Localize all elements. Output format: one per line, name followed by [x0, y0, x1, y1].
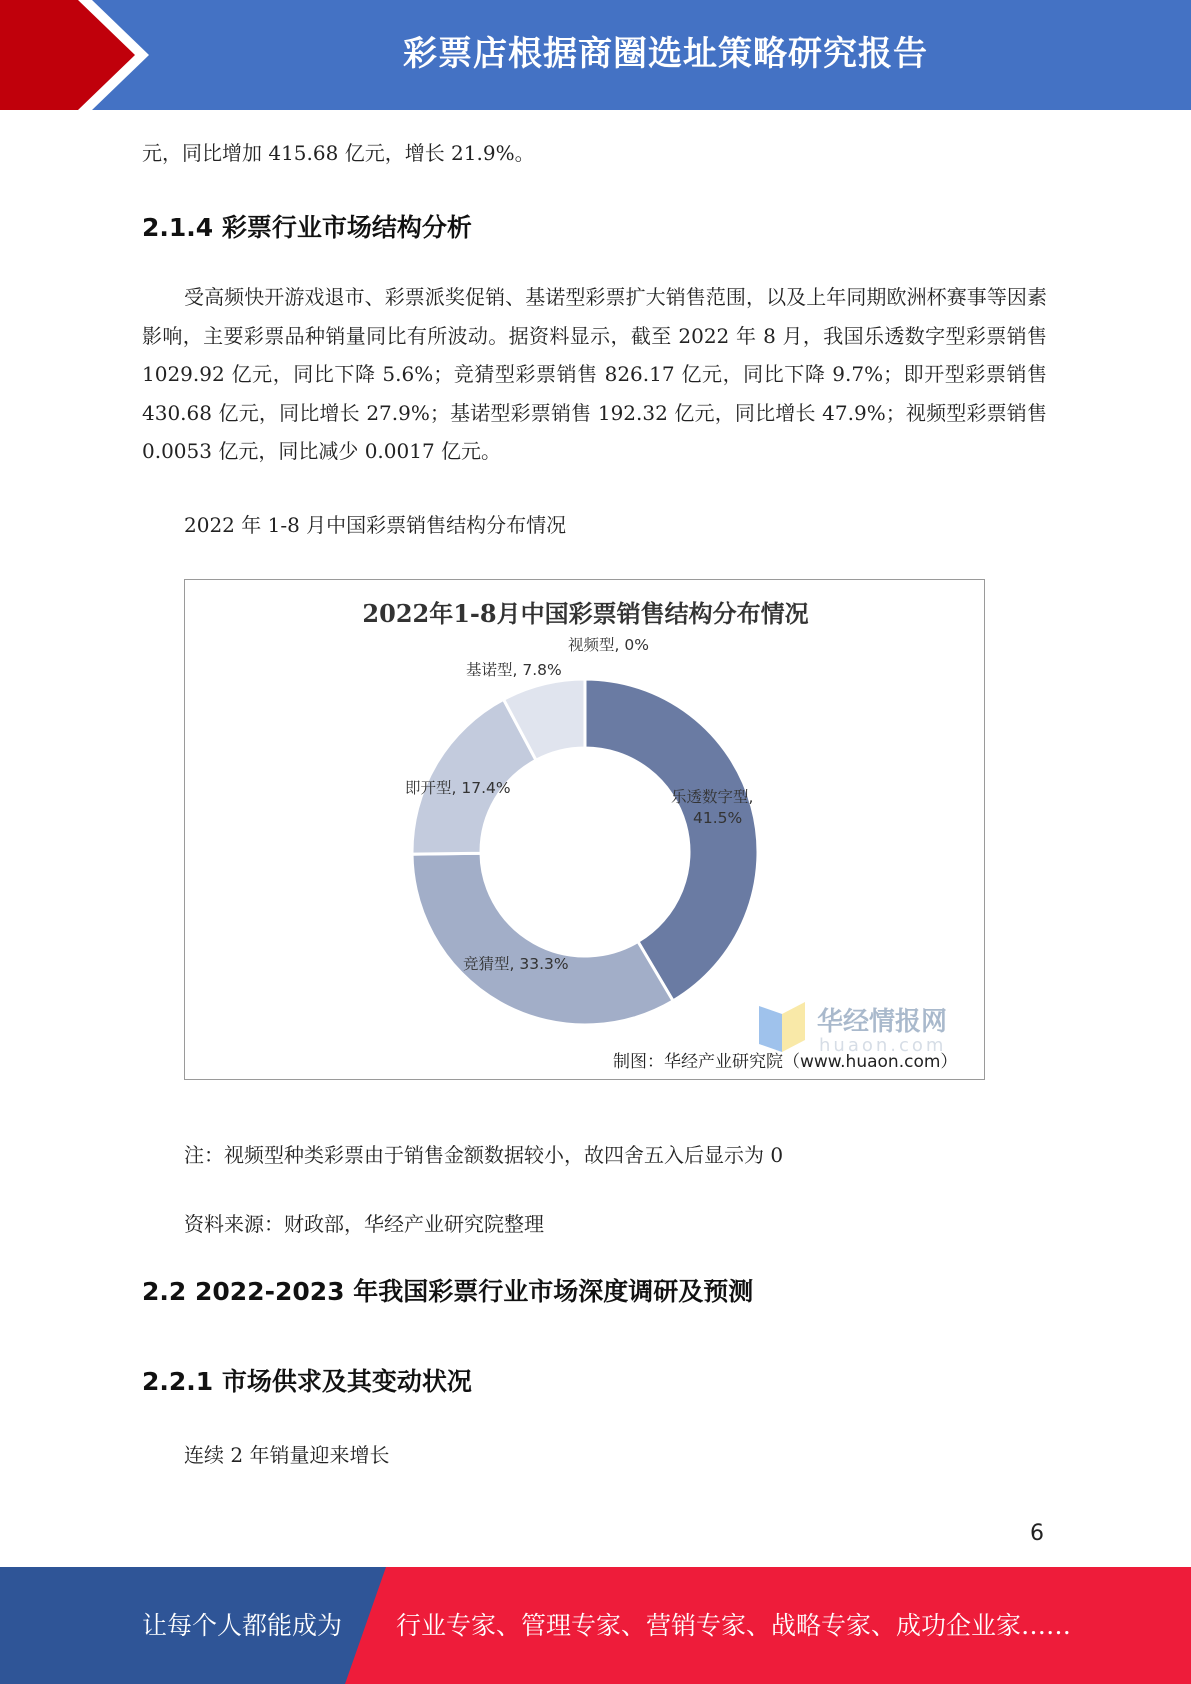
label-video: 视频型, 0% [568, 636, 649, 654]
section-2-2-1-line: 连续 2 年销量迎来增长 [184, 1443, 390, 1467]
donut-slice-1 [412, 853, 673, 1025]
header-title: 彩票店根据商圈选址策略研究报告 [403, 34, 928, 74]
page-number: 6 [1030, 1521, 1044, 1546]
chart-note: 注：视频型种类彩票由于销售金额数据较小，故四舍五入后显示为 0 [184, 1143, 784, 1167]
figure-caption: 2022 年 1-8 月中国彩票销售结构分布情况 [184, 513, 567, 537]
watermark-logo-icon [759, 1002, 805, 1052]
data-source: 资料来源：财政部，华经产业研究院整理 [184, 1212, 544, 1236]
label-lotto-value: 41.5% [693, 809, 743, 827]
header-red-chevron [0, 0, 160, 110]
section-2-1-4-paragraph: 受高频快开游戏退市、彩票派奖促销、基诺型彩票扩大销售范围，以及上年同期欧洲杯赛事等因素影响，主要彩票品种销量同比有所波动。据资料显示，截至 2022 年 8 月，我国乐透数字型彩票销售 1029.92 亿元，同比下降 5.6%；竞猜型彩票销售 826.17 亿元，同比下降 9.7%；即开型彩票销售 430.68 亿元，同比增长 27.9%；基诺型彩票销售 192.32 亿元，同比增长 47.9%；视频型彩票销售 0.0053 亿元，同比减少 0.0017 亿元。 [142, 285, 1047, 463]
label-instant: 即开型, 17.4% [405, 779, 511, 797]
chart-title: 2022年1-8月中国彩票销售结构分布情况 [362, 599, 809, 628]
section-2-2-1-heading: 2.2.1 市场供求及其变动状况 [142, 1367, 472, 1396]
footer-slogan-left: 让每个人都能成为 [142, 1611, 343, 1640]
donut-chart [184, 579, 985, 1080]
chart-credit: 制图：华经产业研究院（www.huaon.com） [613, 1052, 958, 1072]
intro-line: 元，同比增加 415.68 亿元，增长 21.9%。 [142, 141, 535, 165]
page-header [0, 0, 1191, 110]
watermark-subtext: huaon.com [819, 1035, 947, 1056]
label-sports: 竞猜型, 33.3% [463, 955, 569, 973]
section-2-1-4-heading: 2.1.4 彩票行业市场结构分析 [142, 213, 472, 242]
label-lotto-name: 乐透数字型, [671, 788, 754, 806]
page-footer [0, 1567, 1191, 1684]
watermark-text: 华经情报网 [817, 1007, 948, 1037]
section-2-2-heading: 2.2 2022-2023 年我国彩票行业市场深度调研及预测 [142, 1277, 754, 1306]
footer-slogan-right: 行业专家、管理专家、营销专家、战略专家、成功企业家…… [396, 1611, 1072, 1640]
label-keno: 基诺型, 7.8% [466, 661, 562, 679]
